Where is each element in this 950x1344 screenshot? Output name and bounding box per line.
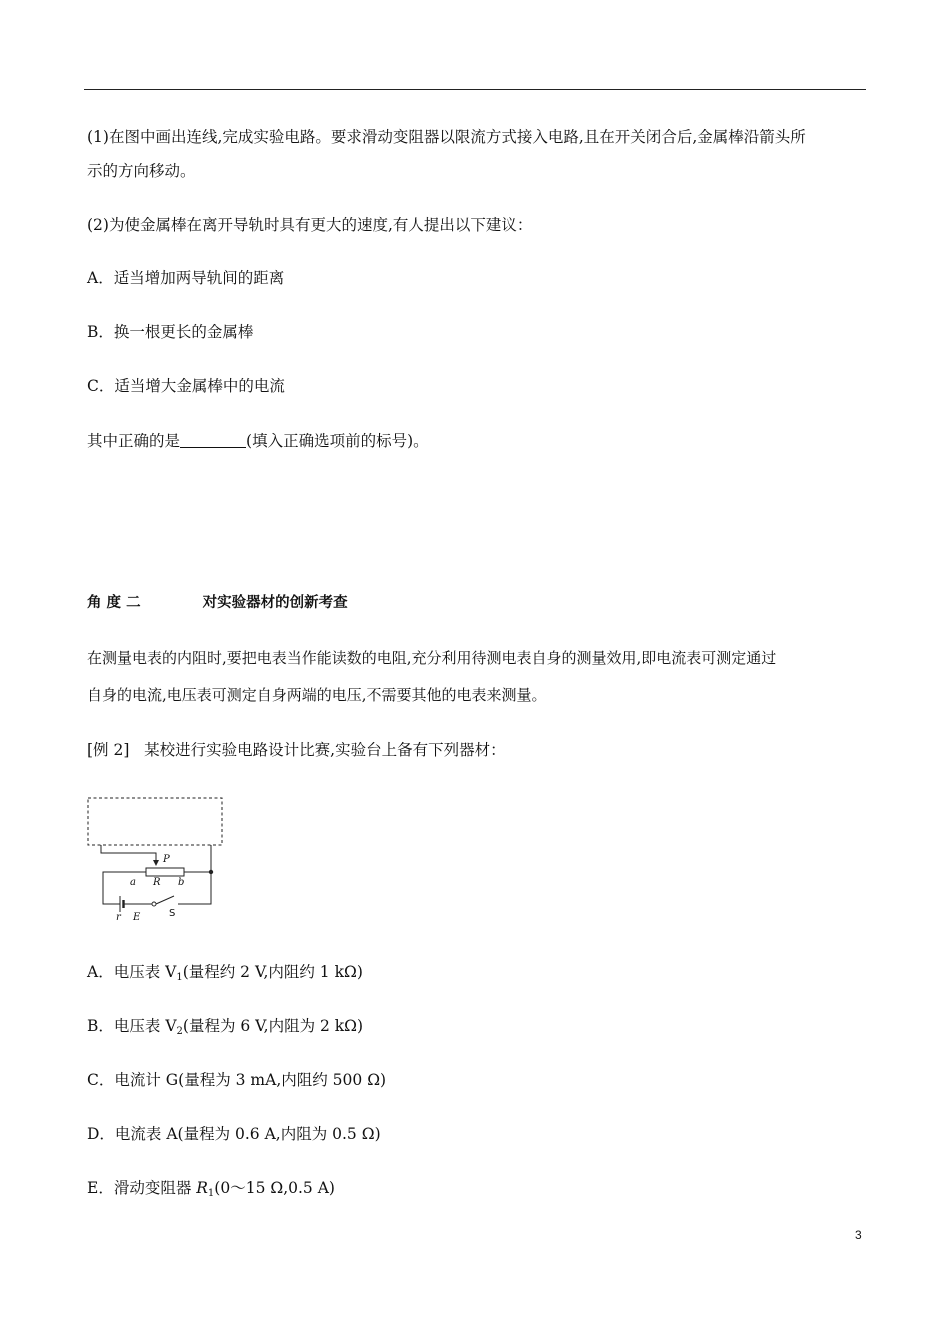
label-p: P <box>163 854 170 865</box>
answer-prefix: 其中正确的是 <box>87 432 181 450</box>
header-rule <box>84 89 866 90</box>
equipment-e-text: E．滑动变阻器 <box>87 1179 197 1197</box>
equipment-b <box>87 1016 363 1042</box>
example-text: 某校进行实验电路设计比赛,实验台上备有下列器材： <box>144 741 506 759</box>
equipment-a-spec: (量程约 2 V,内阻约 1 kΩ) <box>182 963 363 981</box>
section-heading <box>87 593 348 613</box>
answer-suffix: (填入正确选项前的标号)。 <box>246 432 429 450</box>
equipment-d: D．电流表 A(量程为 0.6 A,内阻为 0.5 Ω) <box>87 1125 381 1143</box>
equipment-b-sub: 2 <box>176 1026 183 1037</box>
wire-left <box>103 872 146 904</box>
q1-line-2: 示的方向移动。 <box>87 162 196 180</box>
q2-intro: (2)为使金属棒在离开导轨时具有更大的速度,有人提出以下建议： <box>87 216 533 234</box>
switch-contact <box>152 902 156 906</box>
intro-line-1: 在测量电表的内阻时,要把电表当作能读数的电阻,充分利用待测电表自身的测量效用,即电流表可测定通过 <box>87 649 777 667</box>
q2-option-b: B．换一根更长的金属棒 <box>87 323 254 341</box>
equipment-a-text: A．电压表 V <box>87 963 177 981</box>
rheostat <box>146 868 184 876</box>
label-e: E <box>133 912 141 922</box>
section-label: 角 度 二 <box>87 595 141 611</box>
q2-answer-line <box>87 431 429 451</box>
equipment-e-var: R <box>196 1179 208 1197</box>
equipment-b-spec: (量程为 6 V,内阻为 2 kΩ) <box>182 1017 364 1035</box>
wire-right <box>178 845 211 904</box>
circuit-diagram <box>86 794 228 922</box>
example-line <box>87 740 506 760</box>
q2-option-c: C．适当增大金属棒中的电流 <box>87 377 285 395</box>
switch-blade <box>156 896 174 904</box>
equipment-e <box>87 1178 335 1204</box>
page-number: 3 <box>855 1228 862 1242</box>
label-b: b <box>178 877 185 888</box>
wire-slider <box>101 845 156 860</box>
q2-option-a: A．适当增加两导轨间的距离 <box>87 269 285 287</box>
example-tag: [例 2] <box>87 741 130 759</box>
label-r-internal: r <box>116 912 121 922</box>
slider-arrow <box>153 860 159 866</box>
equipment-e-spec: (0～15 Ω,0.5 A) <box>214 1179 335 1197</box>
equipment-c: C．电流计 G(量程为 3 mA,内阻约 500 Ω) <box>87 1071 387 1089</box>
label-a: a <box>130 877 136 888</box>
equipment-a <box>87 962 363 988</box>
equipment-b-text: B．电压表 V <box>87 1017 177 1035</box>
equipment-a-sub: 1 <box>176 972 183 983</box>
section-title: 对实验器材的创新考查 <box>202 595 348 611</box>
equipment-e-sub: 1 <box>207 1188 215 1199</box>
label-r-rheostat: R <box>153 877 161 888</box>
answer-blank[interactable] <box>180 433 246 448</box>
label-s: S <box>169 908 176 919</box>
junction-node <box>209 870 213 874</box>
dashed-box <box>88 798 222 845</box>
q1-line-1: (1)在图中画出连线,完成实验电路。要求滑动变阻器以限流方式接入电路,且在开关闭合后,金属棒沿箭头所 <box>87 128 806 146</box>
intro-line-2: 自身的电流,电压表可测定自身两端的电压,不需要其他的电表来测量。 <box>87 686 547 704</box>
